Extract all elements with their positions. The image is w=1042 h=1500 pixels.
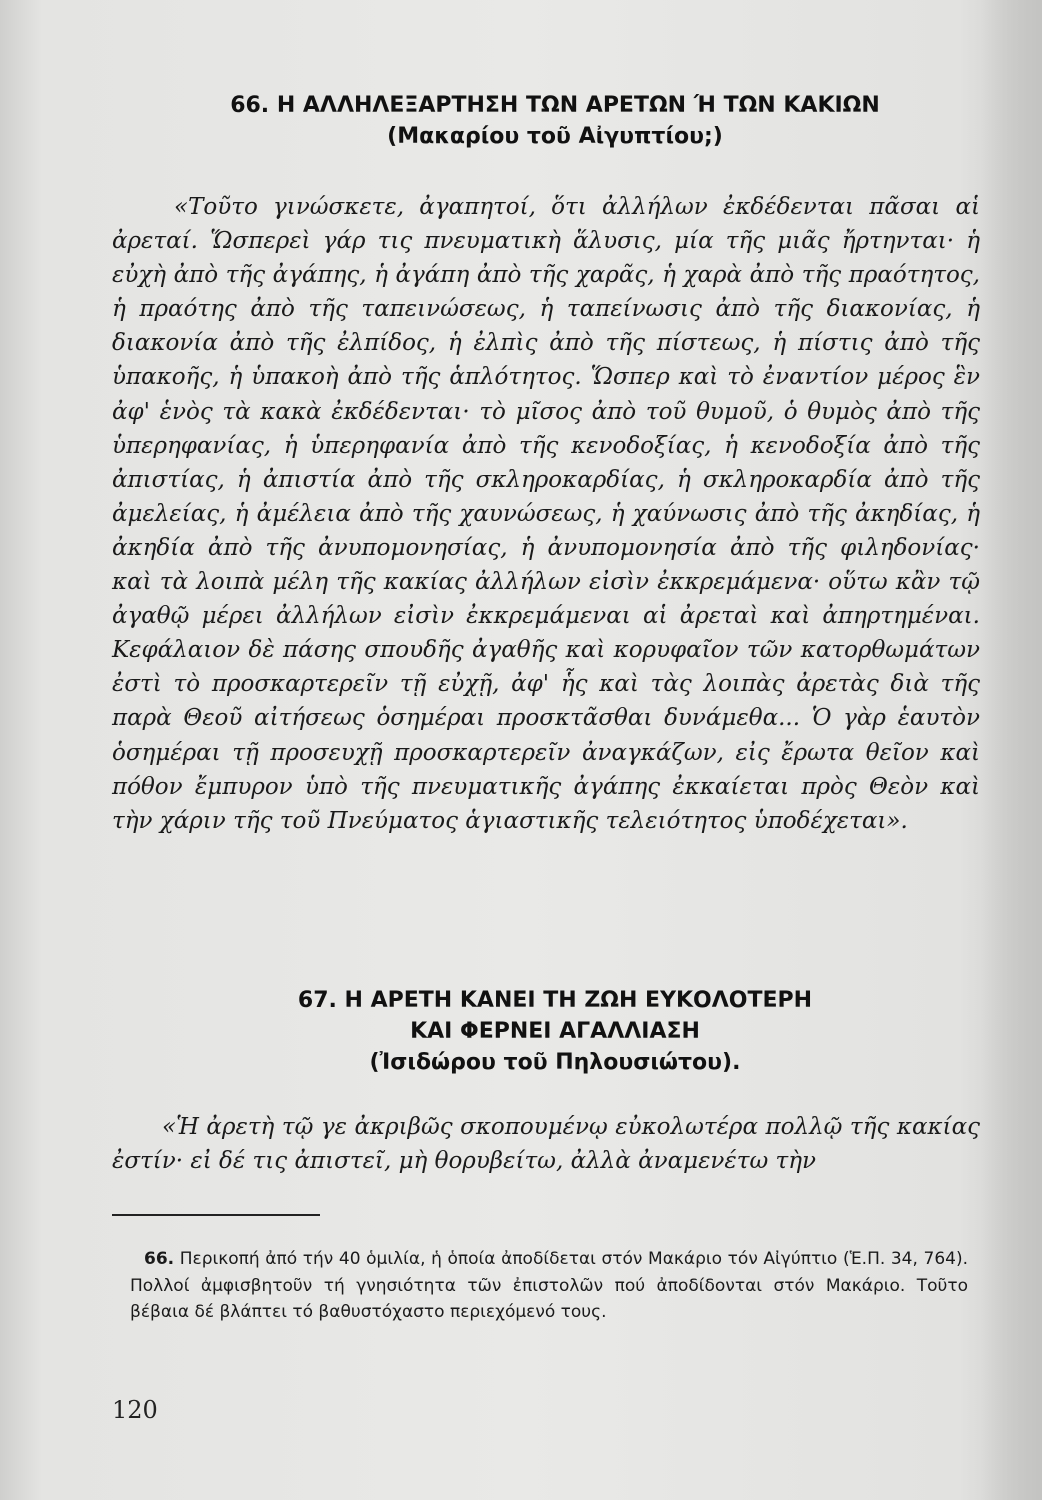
section-66-text: «Τοῦτο γινώσκετε, ἀγαπητοί, ὅτι ἀλλήλων ἐκδέδενται πᾶσαι αἱ ἀρεταί. Ὥσπερεὶ γάρ τις πνευματικὴ ἅλυσις, μία τῆς μιᾶς ἤρτηνται· ἡ εὐχὴ ἀπὸ τῆς ἀγάπης, ἡ ἀγάπη ἀπὸ τῆς χαρᾶς, ἡ χαρὰ ἀπὸ τῆς πραότητος, ἡ πραότης ἀπὸ τῆς ταπεινώσεως, ἡ ταπείνωσις ἀπὸ τῆς διακονίας, ἡ διακονία ἀπὸ τῆς ἐλπίδος, ἡ ἐλπὶς ἀπὸ τῆς πίστεως, ἡ πίστις ἀπὸ τῆς ὑπακοῆς, ἡ ὑπακοὴ ἀπὸ τῆς ἁπλότητος. Ὥσπερ καὶ τὸ ἐναντίον μέρος ἓν ἀφ' ἑνὸς τὰ κακὰ ἐκδέδενται· τὸ μῖσος ἀπὸ τοῦ θυμοῦ, ὁ θυμὸς ἀπὸ τῆς ὑπερηφανίας, ἡ ὑπερηφανία ἀπὸ τῆς κενοδοξίας, ἡ κενοδοξία ἀπὸ τῆς ἀπιστίας, ἡ ἀπιστία ἀπὸ τῆς σκληροκαρδίας, ἡ σκληροκαρδία ἀπὸ τῆς ἀμελείας, ἡ ἀμέλεια ἀπὸ τῆς χαυνώσεως, ἡ χαύνωσις ἀπὸ τῆς ἀκηδίας, ἡ ἀκηδία ἀπὸ τῆς ἀνυπομονησίας, ἡ ἀνυπομονησία ἀπὸ τῆς φιληδονίας· καὶ τὰ λοιπὰ μέλη τῆς κακίας ἀλλήλων εἰσὶν ἐκκρεμάμενα· οὕτω κἂν τῷ ἀγαθῷ μέρει ἀλλήλων εἰσὶν ἐκκρεμάμεναι αἱ ἀρεταὶ καὶ ἀπηρτημέναι. Κεφάλαιον δὲ πάσης σπουδῆς ἀγαθῆς καὶ κορυφαῖον τῶν κατορθωμάτων ἐστὶ τὸ προσκαρτερεῖν τῇ εὐχῇ, ἀφ' ἧς καὶ τὰς λοιπὰς ἀρετὰς διὰ τῆς παρὰ Θεοῦ αἰτήσεως ὁσημέραι προσκτᾶσθαι δυνάμεθα... Ὁ γὰρ ἑαυτὸν ὁσημέραι τῇ προσευχῇ προσκαρτερεῖν ἀναγκάζων, εἰς ἔρωτα θεῖον καὶ πόθον ἔμπυρον ὑπὸ τῆς πνευματικῆς ἀγάπης ἐκκαίεται πρὸς Θεὸν καὶ τὴν χάριν τῆς τοῦ Πνεύματος ἁγιαστικῆς τελειότητος ὑποδέχεται». (112, 194, 980, 834)
section-66-title: 66. Η ΑΛΛΗΛΕΞΑΡΤΗΣΗ ΤΩΝ ΑΡΕΤΩΝ Ή ΤΩΝ ΚΑΚΙΩΝ (230, 93, 880, 118)
section-67-attribution: (Ἰσιδώρου τοῦ Πηλουσιώτου). (369, 1050, 741, 1075)
page-number: 120 (112, 1396, 158, 1424)
section-67-title-line1: 67. Η ΑΡΕΤΗ ΚΑΝΕΙ ΤΗ ΖΩΗ ΕΥΚΟΛΟΤΕΡΗ (297, 988, 813, 1013)
footnote-text: Περικοπή ἀπό τήν 40 ὁμιλία, ἡ ὁποία ἀποδίδεται στόν Μακάριο τόν Αἰγύπτιο (Ἑ.Π. 34, 764). Πολλοί ἀμφισβητοῦν τή γνησιότητα τῶν ἐπιστολῶν πού ἀποδίδονται στόν Μακάριο. Τοῦτο βέβαια δέ βλάπτει τό βαθυστόχαστο περιεχόμενό τους. (130, 1249, 968, 1322)
footnote (130, 1246, 968, 1326)
section-66-heading (140, 90, 970, 152)
footnote-divider (112, 1214, 320, 1216)
footnote-number: 66. (144, 1249, 175, 1269)
section-67-heading (140, 985, 970, 1078)
facing-page-shadow (982, 0, 1042, 1500)
section-67-text: «Ἡ ἀρετὴ τῷ γε ἀκριβῶς σκοπουμένῳ εὐκολωτέρα πολλῷ τῆς κακίας ἐστίν· εἰ δέ τις ἀπιστεῖ, μὴ θορυβείτω, ἀλλὰ ἀναμενέτω τὴν (112, 1114, 980, 1175)
section-67-title-line2: ΚΑΙ ΦΕΡΝΕΙ ΑΓΑΛΛΙΑΣΗ (410, 1019, 700, 1044)
section-66-attribution: (Μακαρίου τοῦ Αἰγυπτίου;) (387, 124, 723, 149)
